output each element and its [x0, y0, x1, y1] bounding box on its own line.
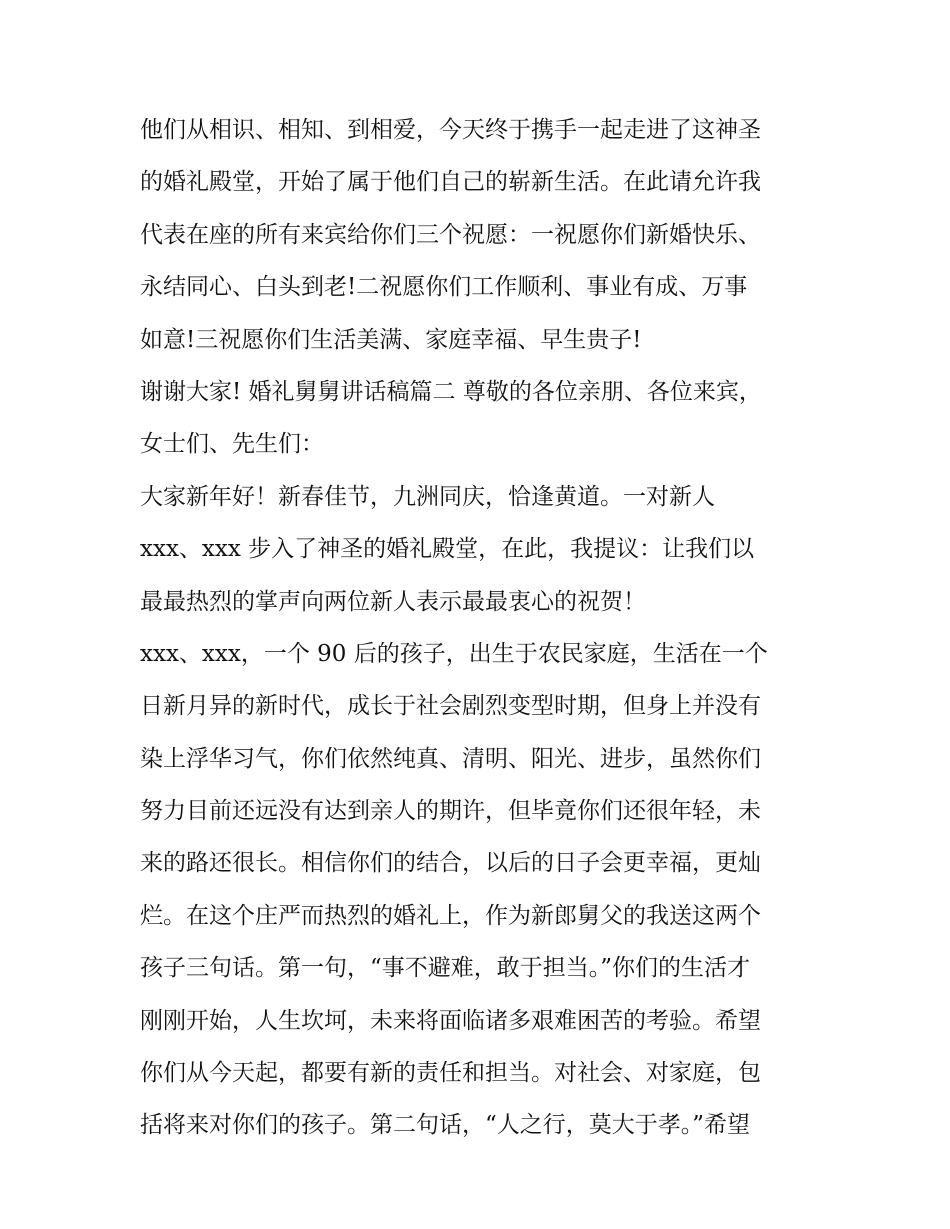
text-line: 括将来对你们的孩子。第二句话，“人之行，莫大于孝。”希望: [140, 1112, 751, 1139]
text-line: 女士们、先生们：: [140, 431, 324, 458]
text-line: 他们从相识、相知、到相爱，今天终于携手一起走进了这神圣: [140, 117, 761, 143]
text-line: 代表在座的所有来宾给你们三个祝愿：一祝愿你们新婚快乐、: [140, 221, 761, 248]
text-line: 永结同心、白头到老!二祝愿你们工作顺利、事业有成、万事: [140, 274, 748, 301]
text-line: 努力目前还远没有达到亲人的期许，但毕竟你们还很年轻，未: [140, 798, 761, 825]
text-line: 烂。在这个庄严而热烈的婚礼上，作为新郎舅父的我送这两个: [140, 902, 761, 929]
text-line: 的婚礼殿堂，开始了属于他们自己的崭新生活。在此请允许我: [140, 169, 761, 196]
text-line: 来的路还很长。相信你们的结合，以后的日子会更幸福，更灿: [140, 850, 761, 877]
text-line: 谢谢大家! 婚礼舅舅讲话稿篇二 尊敬的各位亲朋、各位来宾，: [140, 378, 762, 405]
text-line: 日新月异的新时代，成长于社会剧烈变型时期，但身上并没有: [140, 693, 761, 720]
text-line: 你们从今天起，都要有新的责任和担当。对社会、对家庭，包: [140, 1060, 761, 1087]
text-line: 大家新年好！新春佳节，九洲同庆，恰逢黄道。一对新人: [140, 483, 715, 510]
text-line: 染上浮华习气，你们依然纯真、清明、阳光、进步，虽然你们: [140, 745, 761, 772]
text-line: 孩子三句话。第一句，“事不避难，敢于担当。”你们的生活才: [140, 955, 751, 982]
text-line: 如意!三祝愿你们生活美满、家庭幸福、早生贵子!: [140, 326, 642, 353]
text-line: 最最热烈的掌声向两位新人表示最最衷心的祝贺！: [140, 588, 646, 615]
text-line: 刚刚开始，人生坎坷，未来将面临诸多艰难困苦的考验。希望: [140, 1007, 761, 1034]
text-line: xxx、xxx，一个 90 后的孩子，出生于农民家庭，生活在一个: [140, 640, 768, 667]
speech-text-body: [140, 104, 820, 1152]
text-line: xxx、xxx 步入了神圣的婚礼殿堂，在此，我提议：让我们以: [140, 536, 755, 563]
